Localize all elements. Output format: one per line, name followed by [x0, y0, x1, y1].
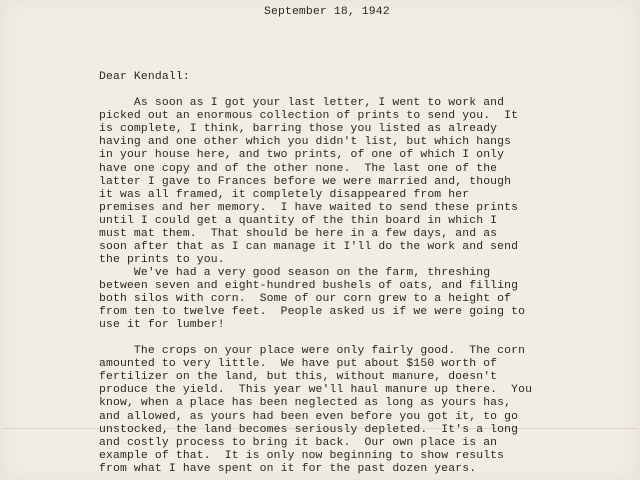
- paragraph-3-line: example of that. It is only now beginning to show results: [99, 449, 505, 462]
- letter-salutation: Dear Kendall:: [99, 71, 190, 83]
- paragraph-2-line: We've had a very good season on the farm, threshing: [99, 267, 491, 279]
- paragraph-2-line: between seven and eight-hundred bushels of oats, and filling: [99, 280, 519, 293]
- letter-date: September 18, 1942: [264, 6, 390, 18]
- paragraph-2-line: use it for lumber!: [99, 319, 225, 332]
- paragraph-1-line: premises and her memory. I have waited to send these prints: [99, 201, 519, 214]
- letter-sheet: [2, 0, 638, 480]
- paragraph-1-line: it was all framed, it completely disappeared from her: [99, 188, 470, 201]
- paragraph-3-line: and costly process to bring it back. Our own place is an: [99, 436, 498, 449]
- paragraph-1-line: in your house here, and two prints, of one of which I only: [99, 149, 505, 162]
- paragraph-3-line: produce the yield. This year we'll haul manure up there. You: [99, 384, 533, 397]
- paragraph-3-line: amounted to very little. We have put about $150 worth of: [99, 358, 498, 371]
- paragraph-3-line: The crops on your place were only fairly good. The corn: [99, 345, 526, 357]
- paragraph-3-line: and allowed, as yours had been even before you got it, to go: [99, 410, 519, 423]
- paragraph-1-line: until I could get a quantity of the thin board in which I: [99, 214, 498, 227]
- paragraph-2-line: both silos with corn. Some of our corn grew to a height of: [99, 293, 512, 306]
- paragraph-2-line: from ten to twelve feet. People asked us if we were going to: [99, 306, 526, 319]
- paragraph-1-line: the prints to you.: [99, 254, 225, 267]
- paragraph-1-line: picked out an enormous collection of prints to send you. It: [99, 110, 519, 123]
- paragraph-1-line: have one copy and of the other none. The last one of the: [99, 162, 498, 175]
- paragraph-1-line: having and one other which you didn't list, but which hangs: [99, 136, 512, 149]
- paragraph-3-line: unstocked, the land becomes seriously depleted. It's a long: [99, 423, 519, 436]
- paragraph-1-line: soon after that as I can manage it I'll do the work and send: [99, 241, 519, 254]
- paragraph-1-line: As soon as I got your last letter, I went to work and: [99, 97, 505, 109]
- paragraph-1-line: latter I gave to Frances before we were married and, though: [99, 175, 512, 188]
- paragraph-1-line: must mat them. That should be here in a few days, and as: [99, 228, 498, 240]
- paragraph-3-line: from what I have spent on it for the past dozen years.: [99, 462, 477, 475]
- paragraph-3-line: know, when a place has been neglected as long as yours has,: [99, 397, 512, 410]
- paragraph-1-line: is complete, I think, barring those you listed as already: [99, 123, 498, 136]
- paragraph-3-line: fertilizer on the land, but this, without manure, doesn't: [99, 371, 498, 384]
